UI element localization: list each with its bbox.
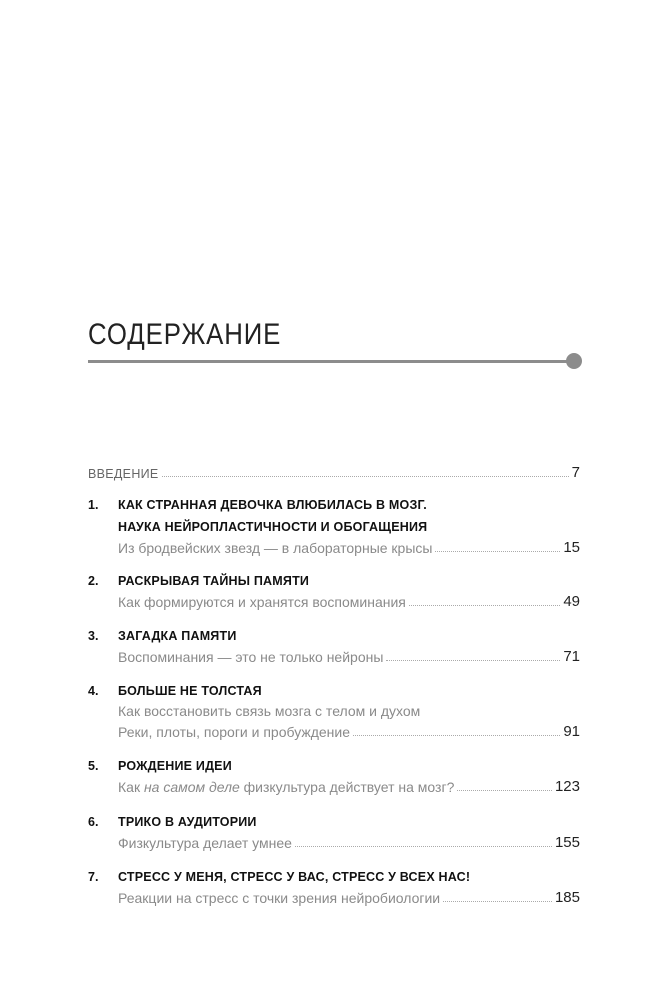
page-number: 49 — [563, 593, 580, 610]
chapter-subtitle-line-2: Реки, плоты, пороги и пробуждение — [118, 724, 351, 740]
chapter-number: 4. — [88, 684, 99, 698]
page-number: 155 — [554, 834, 580, 851]
dot-leader — [435, 550, 560, 552]
dot-leader — [443, 900, 552, 902]
page-number: 15 — [563, 539, 580, 556]
subtitle-part-emphasis: на самом деле — [143, 779, 240, 795]
chapter-subtitle-row — [118, 645, 580, 665]
chapter-title: ЗАГАДКА ПАМЯТИ — [118, 629, 237, 643]
dot-leader — [353, 734, 560, 736]
chapter-number: 5. — [88, 759, 99, 773]
chapter-number: 1. — [88, 498, 99, 512]
dot-leader — [162, 475, 569, 477]
page-title: СОДЕРЖАНИЕ — [88, 318, 282, 351]
rule-end-dot — [566, 353, 582, 369]
chapter-number: 2. — [88, 574, 99, 588]
chapter-title: ТРИКО В АУДИТОРИИ — [118, 815, 257, 829]
chapter-title-line-2: НАУКА НЕЙРОПЛАСТИЧНОСТИ И ОБОГАЩЕНИЯ — [118, 520, 428, 534]
subtitle-part-3: физкультура действует на мозг? — [239, 779, 455, 795]
chapter-subtitle: Физкультура делает умнее — [118, 835, 292, 851]
chapter-title: РАСКРЫВАЯ ТАЙНЫ ПАМЯТИ — [118, 574, 310, 588]
page-number: 71 — [563, 648, 580, 665]
title-rule — [88, 360, 572, 363]
chapter-title: СТРЕСС У МЕНЯ, СТРЕСС У ВАС, СТРЕСС У ВСЕХ НАС! — [118, 870, 471, 884]
dot-leader — [386, 659, 560, 661]
chapter-subtitle: Воспоминания — это не только нейроны — [118, 649, 384, 665]
chapter-subtitle: Реакции на стресс с точки зрения нейробиологии — [118, 890, 441, 906]
chapter-subtitle-row — [118, 831, 580, 851]
chapter-subtitle: Как формируются и хранятся воспоминания — [118, 594, 406, 610]
dot-leader — [457, 789, 552, 791]
page-number: 7 — [571, 464, 580, 481]
chapter-subtitle-row — [118, 886, 580, 906]
dot-leader — [295, 845, 552, 847]
chapter-subtitle: Из бродвейских звезд — в лабораторные крысы — [118, 540, 433, 556]
page-number: 91 — [563, 723, 580, 740]
chapter-subtitle-row — [118, 775, 580, 795]
chapter-title: БОЛЬШЕ НЕ ТОЛСТАЯ — [118, 684, 262, 698]
chapter-title: РОЖДЕНИЕ ИДЕИ — [118, 759, 232, 773]
intro-label: ВВЕДЕНИЕ — [88, 467, 159, 481]
chapter-number: 7. — [88, 870, 99, 884]
chapter-number: 3. — [88, 629, 99, 643]
chapter-title-line-1: КАК СТРАННАЯ ДЕВОЧКА ВЛЮБИЛАСЬ В МОЗГ. — [118, 498, 427, 512]
page-number: 185 — [554, 889, 580, 906]
chapter-number: 6. — [88, 815, 99, 829]
dot-leader — [409, 604, 560, 606]
page-number: 123 — [554, 778, 580, 795]
chapter-subtitle-row — [118, 720, 580, 740]
chapter-subtitle-row — [118, 536, 580, 556]
chapter-subtitle-row — [118, 590, 580, 610]
chapter-subtitle-line-1: Как восстановить связь мозга с телом и духом — [118, 703, 421, 719]
subtitle-part-1: Как — [118, 779, 144, 795]
toc-entry-intro[interactable] — [88, 461, 580, 481]
chapter-subtitle — [118, 779, 454, 795]
